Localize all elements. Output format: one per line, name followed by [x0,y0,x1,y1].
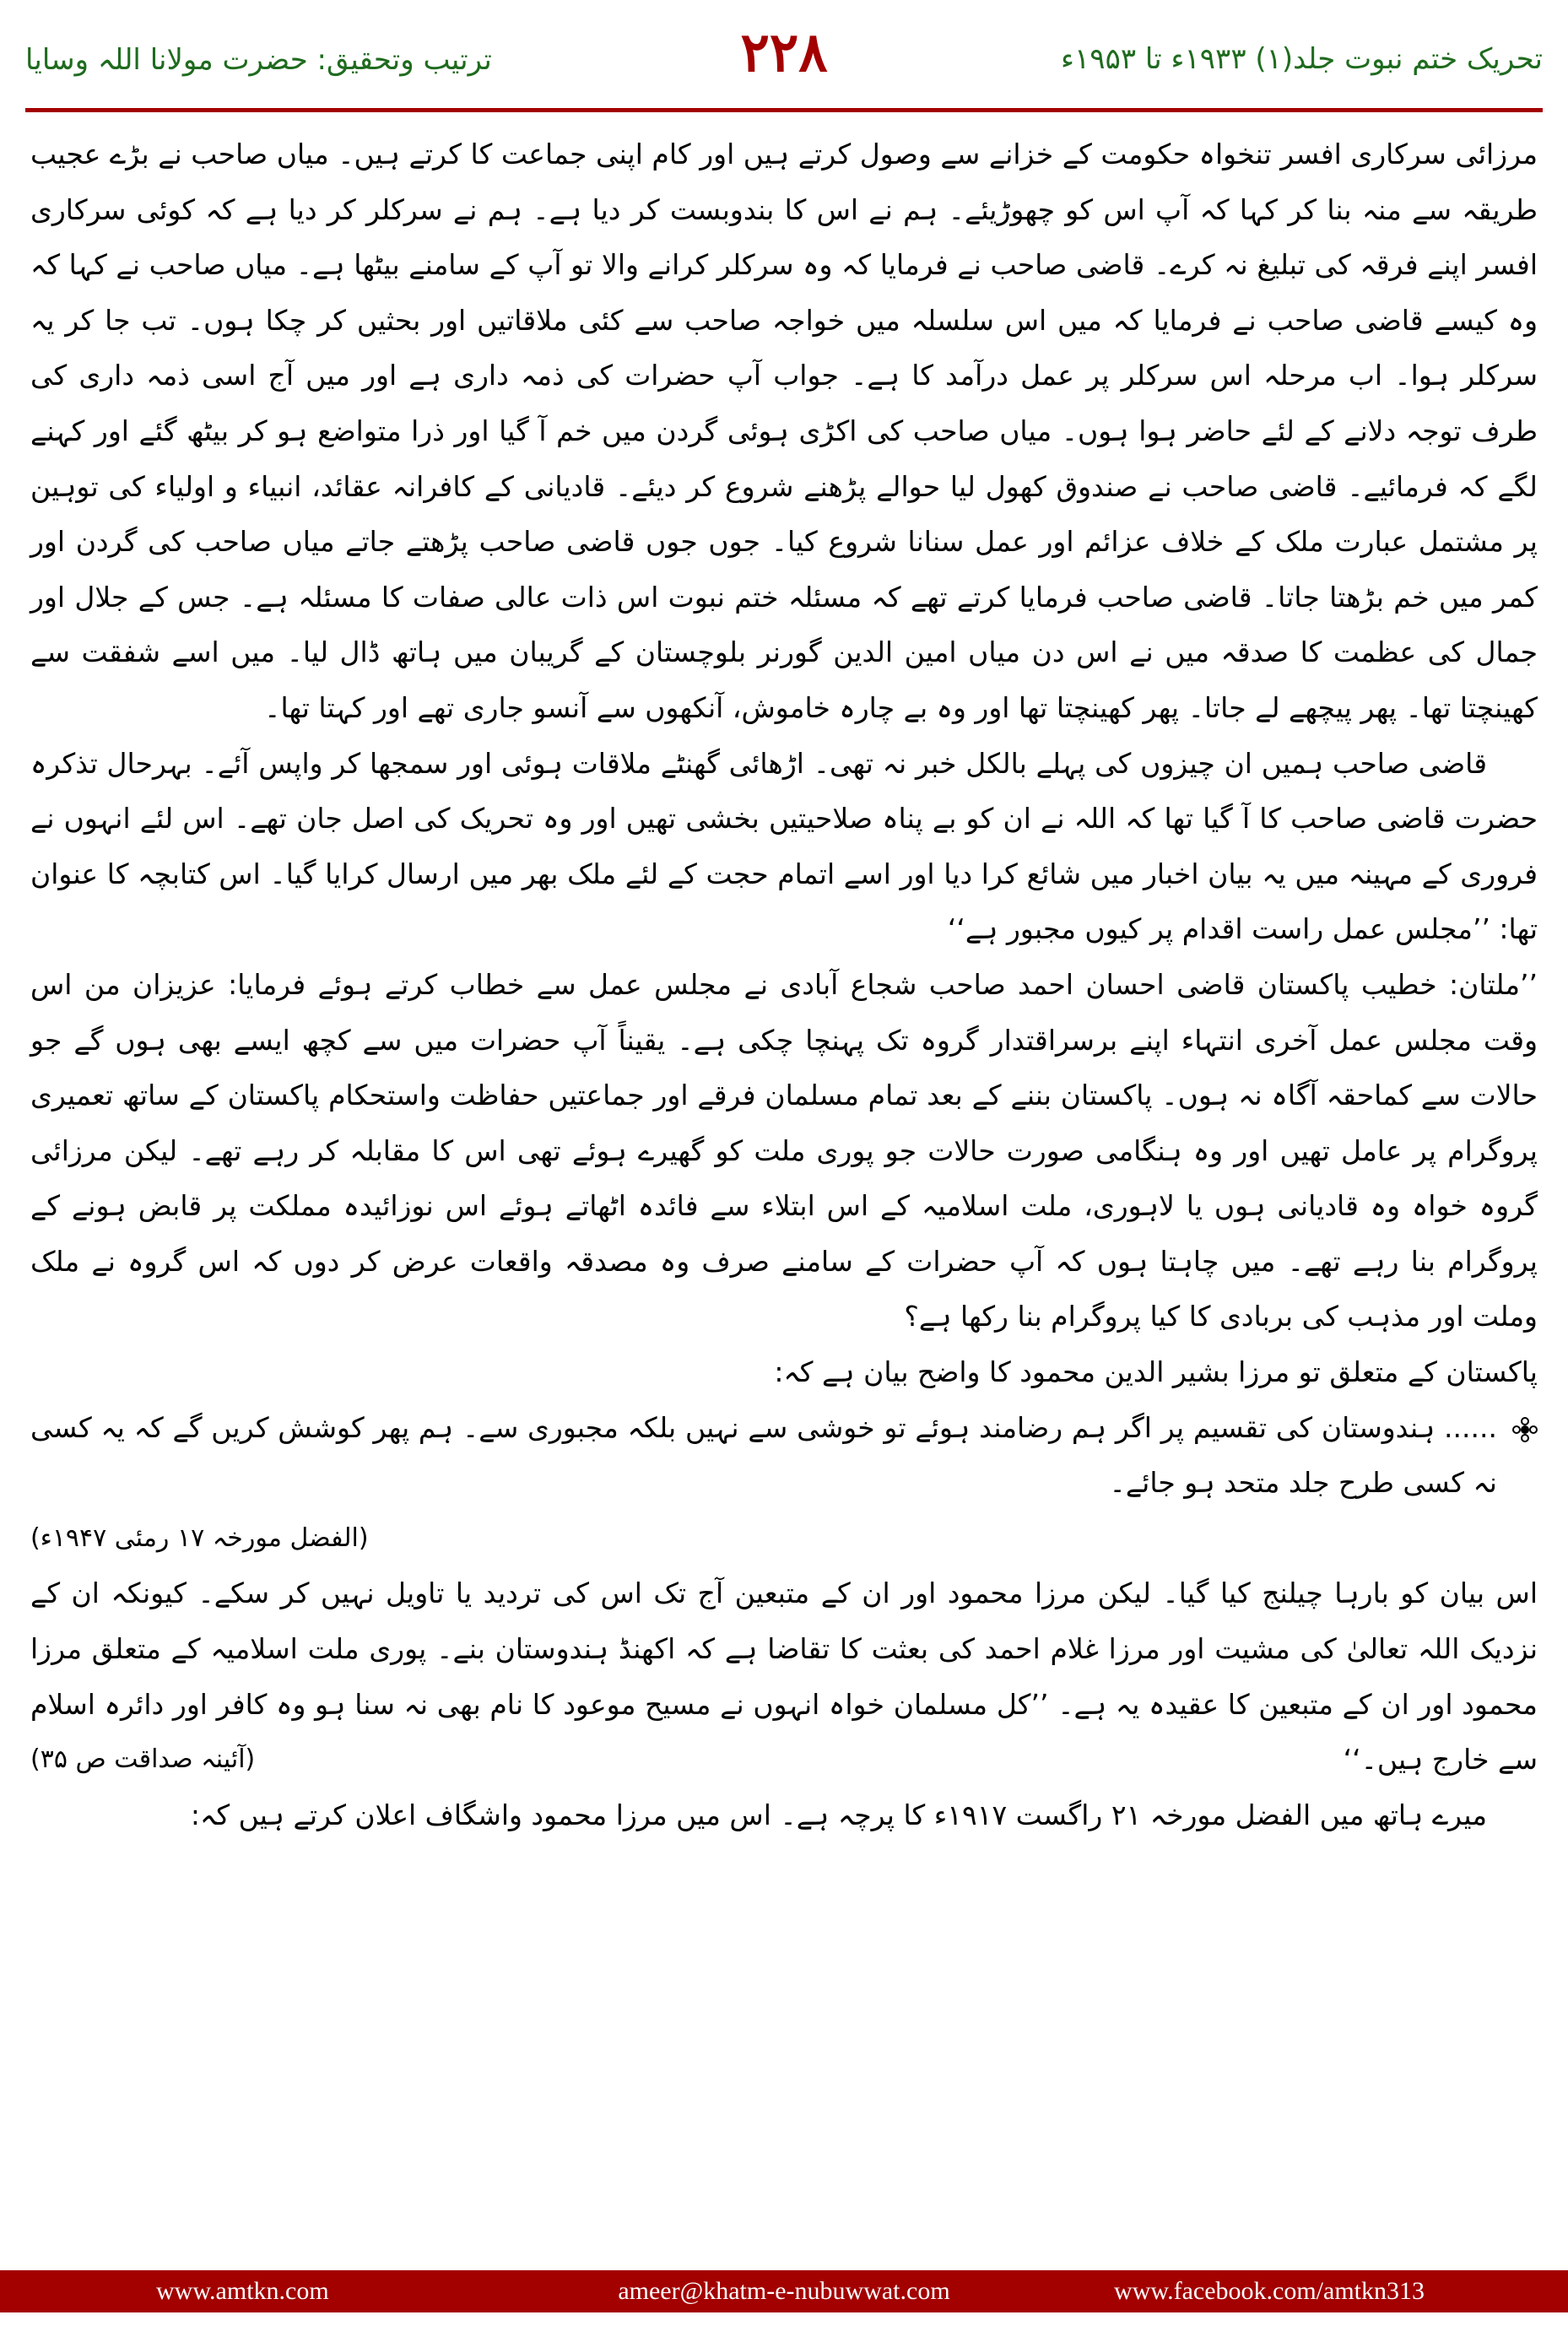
page-body [30,127,1538,1842]
page-number: ۲۲۸ [740,21,828,84]
page-header [25,17,1543,110]
paragraph-1: مرزائی سرکاری افسر تنخواہ حکومت کے خزانے سے وصول کرتے ہیں اور کام اپنی جماعت کا کرتے ہیں۔ میاں صاحب نے بڑے عجیب طریقہ سے منہ بنا کر کہا کہ آپ اس کو چھوڑیئے۔ ہم نے اس کا بندوبست کر دیا ہے۔ ہم نے سرکلر کر دیا ہے کہ کوئی سرکاری افسر اپنے فرقہ کی تبلیغ نہ کرے۔ قاضی صاحب نے فرمایا کہ وہ سرکلر کرانے والا تو آپ کے سامنے بیٹھا ہے۔ میاں صاحب نے کہا کہ وہ کیسے قاضی صاحب نے فرمایا کہ میں اس سلسلہ میں خواجہ صاحب سے کئی ملاقاتیں اور بحثیں کر چکا ہوں۔ تب جا کر یہ سرکلر ہوا۔ اب مرحلہ اس سرکلر پر عمل درآمد کا ہے۔ جواب آپ حضرات کی ذمہ داری ہے اور میں آج اسی ذمہ داری کی طرف توجہ دلانے کے لئے حاضر ہوا ہوں۔ میاں صاحب کی اکڑی ہوئی گردن میں خم آ گیا اور ذرا متواضع ہو کر بیٹھ گئے اور کہنے لگے کہ فرمائیے۔ قاضی صاحب نے صندوق کھول لیا حوالے پڑھنے شروع کر دیئے۔ قادیانی کے کافرانہ عقائد، انبیاء و اولیاء کی توہین پر مشتمل عبارت ملک کے خلاف عزائم اور عمل سنانا شروع کیا۔ جوں جوں قاضی صاحب پڑھتے جاتے میاں صاحب کی گردن اور کمر میں خم بڑھتا جاتا۔ قاضی صاحب فرمایا کرتے تھے کہ مسئلہ ختم نبوت اس ذات عالی صفات کا مسئلہ ہے۔ جس کے جلال اور جمال کی عظمت کا صدقہ میں نے اس دن میاں امین الدین گورنر بلوچستان کے گریبان میں ہاتھ ڈال لیا۔ میں اسے شفقت سے کھینچتا تھا۔ پھر پیچھے لے جاتا۔ پھر کھینچتا تھا اور وہ بے چارہ خاموش، آنکھوں سے آنسو جاری تھے اور کہتا تھا۔ [30,138,1538,724]
quote-bullet [30,1400,1538,1566]
quote-text: ...... ہندوستان کی تقسیم پر اگر ہم رضامند ہوئے تو خوشی سے نہیں بلکہ مجبوری سے۔ ہم پھر کوشش کریں گے کہ یہ کسی نہ کسی طرح جلد متحد ہو جائے۔ [30,1410,1497,1500]
paragraph-5 [30,1566,1538,1787]
paragraph-2: قاضی صاحب ہمیں ان چیزوں کی پہلے بالکل خبر نہ تھی۔ اڑھائی گھنٹے ملاقات ہوئی اور سمجھا کر واپس آئے۔ بہرحال تذکرہ حضرت قاضی صاحب کا آ گیا تھا کہ اللہ نے ان کو بے پناہ صلاحیتیں بخشی تھیں اور وہ تحریک کی اصل جان تھے۔ اس لئے انہوں نے فروری کے مہینہ میں یہ بیان اخبار میں شائع کرا دیا اور اسے اتمام حجت کے لئے ملک بھر میں ارسال کرایا گیا۔ اس کتابچہ کا عنوان تھا: ’’مجلس عمل راست اقدام پر کیوں مجبور ہے‘‘ [30,746,1538,946]
footer-facebook-link[interactable]: www.facebook.com/amtkn313 [1114,2277,1425,2305]
compiler-credit: ترتیب وتحقیق: حضرت مولانا اللہ وسایا [25,43,492,77]
paragraph-6: میرے ہاتھ میں الفضل مورخہ ۲۱ راگست ۱۹۱۷ء کا پرچہ ہے۔ اس میں مرزا محمود واشگاف اعلان کرتے ہیں کہ: [190,1798,1487,1831]
paragraph-5-reference: (آئینہ صداقت ص ۳۵) [30,1744,256,1775]
page-footer [0,2270,1568,2312]
footer-website-link[interactable]: www.amtkn.com [156,2277,329,2305]
header-divider [25,108,1543,112]
paragraph-5-text: اس بیان کو بارہا چیلنج کیا گیا۔ لیکن مرزا محمود اور ان کے متبعین آج تک اس کی تردید یا تاویل نہیں کر سکے۔ کیونکہ ان کے نزدیک اللہ تعالیٰ کی مشیت اور مرزا غلام احمد کی بعثت کا تقاضا ہے کہ اکھنڈ ہندوستان بنے۔ پوری ملت اسلامیہ کے متعلق مرزا محمود اور ان کے متبعین کا عقیدہ یہ ہے۔ ’’کل مسلمان خواہ انہوں نے مسیح موعود کا نام بھی نہ سنا ہو وہ کافر اور دائرہ اسلام سے خارج ہیں۔‘‘ [30,1577,1538,1777]
book-title: تحریک ختم نبوت جلد(۱) ۱۹۳۳ء تا ۱۹۵۳ء [1061,42,1543,76]
paragraph-4: پاکستان کے متعلق تو مرزا بشیر الدین محمود کا واضح بیان ہے کہ: [774,1355,1538,1389]
flower-bullet-icon [1512,1405,1538,1431]
quote-reference: (الفضل مورخہ ۱۷ رمئی ۱۹۴۷ء) [30,1523,369,1553]
paragraph-3: ’’ملتان: خطیب پاکستان قاضی احسان احمد صاحب شجاع آبادی نے مجلس عمل سے خطاب کرتے ہوئے فرمایا: عزیزان من اس وقت مجلس عمل آخری انتہاء اپنے برسراقتدار گروہ تک پہنچا چکی ہے۔ یقیناً آپ حضرات میں سے کچھ ایسے بھی ہوں گے جو حالات سے کماحقہ آگاہ نہ ہوں۔ پاکستان بننے کے بعد تمام مسلمان فرقے اور جماعتیں حفاظت واستحکام پاکستان کے ساتھ تعمیری پروگرام پر عامل تھیں اور وہ ہنگامی صورت حالات جو پوری ملت کو گھیرے ہوئے تھی اس کا مقابلہ کر رہے تھے۔ لیکن مرزائی گروہ خواہ وہ قادیانی ہوں یا لاہوری، ملت اسلامیہ کے اس ابتلاء سے فائدہ اٹھاتے ہوئے اس نوزائیدہ مملکت پر قابض ہونے کے پروگرام بنا رہے تھے۔ میں چاہتا ہوں کہ آپ حضرات کے سامنے صرف وہ مصدقہ واقعات عرض کر دوں کہ اس گروہ نے ملک وملت اور مذہب کی بربادی کا کیا پروگرام بنا رکھا ہے؟ [30,967,1538,1333]
footer-email-link[interactable]: ameer@khatm-e-nubuwwat.com [618,2277,950,2305]
